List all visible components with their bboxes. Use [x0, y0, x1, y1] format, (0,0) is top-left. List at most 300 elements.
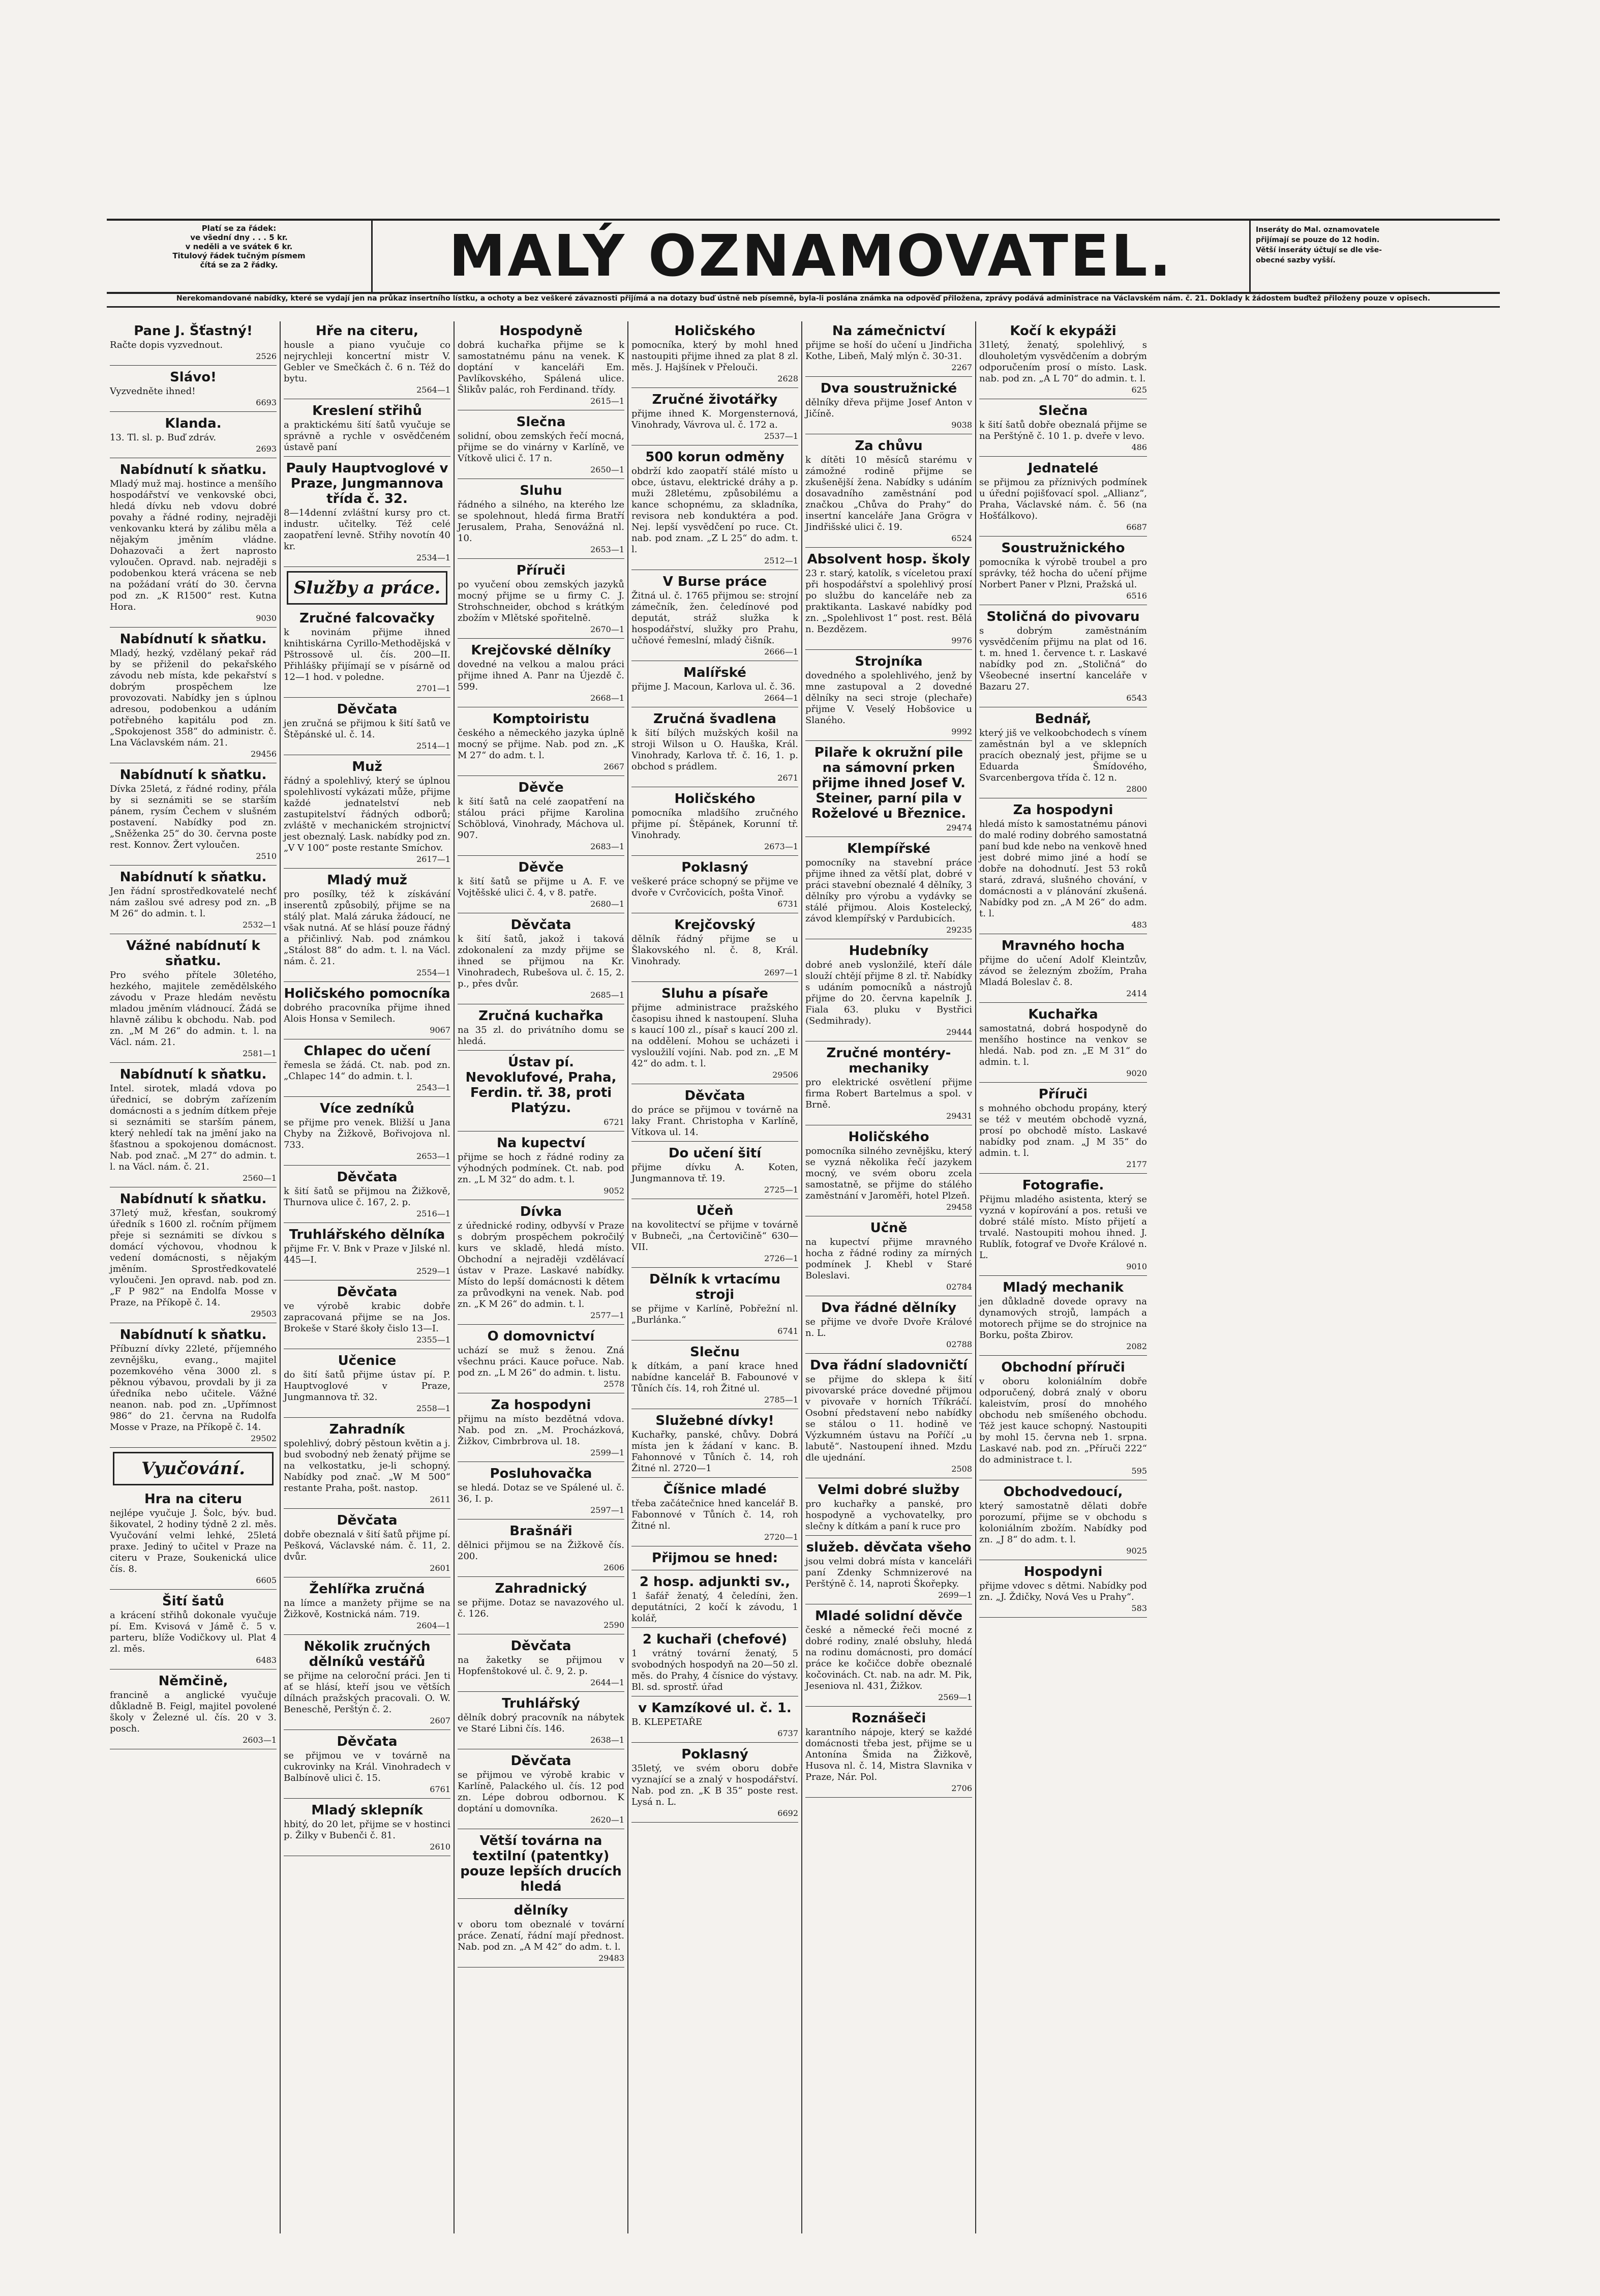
- classified-ad: [284, 1579, 450, 1635]
- ad-title: Nabídnutí k sňatku.: [119, 1067, 267, 1082]
- classified-ad: [284, 1420, 450, 1509]
- ad-code: 9067: [430, 1025, 450, 1035]
- ad-title: Hře na citeru,: [316, 323, 418, 339]
- ad-title: Kuchařka: [1028, 1007, 1098, 1022]
- ad-code: 2670—1: [590, 624, 624, 634]
- classified-ad: [458, 1579, 624, 1634]
- ad-code: 2601: [430, 1563, 450, 1573]
- ad-code: 2653—1: [416, 1151, 450, 1161]
- ad-code: 29503: [251, 1309, 277, 1319]
- ad-body: řádný a spolehlivý, který se úplnou spolehlivostí vykázati může, přijme každé jednatelství neb zastupitelství řádných odborů; zvláště v mechanickém strojnictví jest obeznalý. Lask. nabídky pod zn. „V V 100“ poste restante Smíchov.: [284, 776, 450, 853]
- ad-body: dobré aneb vyslonžilé, kteří dále slouží chtějí přijme 8 zl. tř. Nabídky s udáním pomocníků a nástrojů přijme do 20. června kapelník J. Fiala 63. pluku v Bystřici (Sedmihrady).: [805, 960, 972, 1026]
- classified-ad: [805, 550, 972, 650]
- ad-code: 6524: [951, 533, 972, 543]
- ad-title: Pilaře k okružní pile na sámovní prken přijme ihned Josef V. Steiner, parní pila v Roželové u Březnice.: [811, 745, 967, 821]
- ad-body: třeba začátečnice hned kancelář B. Fabonnové v Tůních č. 14, roh Žitné nl.: [631, 1498, 798, 1531]
- ad-body: pomocníka k výrobě troubel a pro správky, též hocha do učení přijme Norbert Paner v Plzni, Pražská ul.: [979, 557, 1147, 590]
- ad-title: O domovnictví: [487, 1329, 595, 1344]
- ad-body: v oboru tom obeznalé v tovární práce. Zenatí, řádní mají přednost. Nab. pod zn. „A M 42“ do adm. t. l.: [458, 1919, 624, 1952]
- ad-body: dobrá kuchařka přijme se k samostatnému pánu na venek. K doptání v kanceláři Em. Pavlíkovského, Spálená ulice. Šlikův palác, roh Ferdinand. třídy.: [458, 340, 624, 395]
- ad-title: Hospodyni: [1023, 1564, 1103, 1579]
- ad-body: 35letý, ve svém oboru dobře vyznající se a znalý v hospodářství. Nab. pod zn. „K B 35“ poste rest. Lysá n. L.: [631, 1763, 798, 1807]
- classified-ad: [284, 401, 450, 457]
- ad-body: přijme vdovec s dětmi. Nabídky pod zn. „J. Ždičky, Nová Ves u Prahy“.: [979, 1581, 1147, 1602]
- classified-ad: [110, 368, 277, 412]
- ad-body: k dítěti 10 měsíců starému v zámožné rodině přijme se zkušenější žena. Nabídky s udáním dosavadního zaměstnání pod značkou „Chůva do Prahy“ do insertní kanceláře Jana Grögra v Jindřišské ulici č. 19.: [805, 455, 972, 532]
- ad-code: 2560—1: [243, 1173, 277, 1183]
- classified-ad: [284, 871, 450, 982]
- ad-title: Děvčata: [337, 1734, 398, 1749]
- ad-title: Ústav pí. Nevoklufové, Praha, Ferdin. tř. 38, proti Platýzu.: [465, 1055, 617, 1116]
- classified-ad: [458, 1395, 624, 1462]
- ad-code: 2599—1: [590, 1448, 624, 1457]
- ad-code: 2620—1: [590, 1815, 624, 1825]
- ad-code: 2697—1: [764, 968, 798, 977]
- classified-ad: [631, 1698, 798, 1743]
- ad-code: 6687: [1126, 522, 1147, 532]
- ad-title: Poklasný: [681, 1747, 748, 1762]
- ad-body: 1 šafář ženatý, 4 čeledíni, žen. deputátníci, 2 kočí k závodu, 1 kolář,: [631, 1591, 798, 1624]
- classified-ad: [631, 572, 798, 661]
- ad-body: francině a anglické vyučuje důkladně B. Feigl, majitel povolené školy v Železné ul. čís. 20 v 3. posch.: [110, 1690, 277, 1734]
- ad-title: Hudebníky: [849, 943, 929, 959]
- ad-code: 483: [1131, 920, 1147, 930]
- ad-title: Za chůvu: [855, 438, 923, 454]
- classified-ad: [979, 401, 1147, 457]
- ad-title: Dívka: [520, 1204, 562, 1219]
- ad-title: Učenice: [338, 1353, 397, 1368]
- ad-title: Vážné nabídnutí k sňatku.: [126, 938, 260, 969]
- classified-ad: [458, 321, 624, 410]
- ad-code: 29483: [598, 1953, 624, 1963]
- ad-body: solidní, obou zemských řečí mocná, přijme se do vinárny v Karlíně, ve Vítkově ulici č. 17 n.: [458, 431, 624, 464]
- ad-title: Nabídnutí k sňatku.: [119, 462, 267, 478]
- ad-body: pomocníka, který by mohl hned nastoupiti přijme ihned za plat 8 zl. měs. J. Hajšínek v Přelouči.: [631, 340, 798, 373]
- ad-body: Dívka 25letá, z řádné rodiny, přála by si seznámiti se se starším pánem, rysím Čechem v slušném postavení. Nabídky pod zn. „Sněženka 25“ do 30. června poste rest. Konnov. Žert vyloučen.: [110, 784, 277, 850]
- ad-code: 9030: [256, 613, 277, 623]
- ad-code: 2693: [256, 444, 277, 454]
- ad-title: Strojníka: [855, 654, 923, 669]
- ad-title: Větší továrna na textilní (patentky) pouze lepších drucích hledá: [460, 1833, 622, 1894]
- ad-body: Račte dopis vyzvednout.: [110, 340, 223, 350]
- ad-code: 2638—1: [590, 1735, 624, 1745]
- ad-body: českého a německého jazyka úplně mocný se přijme. Nab. pod zn. „K M 27“ do adm. t. l.: [458, 728, 624, 761]
- classified-ad: [979, 1085, 1147, 1174]
- ad-code: 6483: [256, 1655, 277, 1665]
- info-line: Větší inseráty účtují se dle vše-: [1256, 246, 1382, 254]
- classified-ad: [110, 460, 277, 628]
- classified-ad: [284, 757, 450, 869]
- ad-code: 29506: [772, 1070, 798, 1080]
- ad-body: dobrého pracovníka přijme ihned Alois Honsa v Semilech.: [284, 1002, 450, 1024]
- classified-ad: [284, 1351, 450, 1418]
- ad-title: Do učení šití: [668, 1146, 762, 1161]
- ad-code: 2516—1: [416, 1209, 450, 1218]
- ad-title: Děvčata: [510, 917, 571, 933]
- ad-code: 29444: [946, 1027, 972, 1037]
- ad-body: se přijme v Karlíně, Pobřežní nl. „Burlánka.“: [631, 1303, 798, 1325]
- ad-title: Děvčata: [510, 1753, 571, 1769]
- classified-ad: [110, 1592, 277, 1669]
- ad-body: dělník řádný přijme se u Šlakovského nl. č. 8, Král. Vinohrady.: [631, 934, 798, 967]
- ad-title: Malířské: [683, 665, 746, 680]
- ad-column: [976, 321, 1150, 2233]
- classified-ad: [284, 1511, 450, 1577]
- ad-title: Více zedníků: [320, 1101, 414, 1116]
- classified-ad: [979, 459, 1147, 536]
- ad-body: přijme se hoch z řádné rodiny za výhodných podmínek. Ct. nab. pod zn. „L M 32“ do adm. t. l.: [458, 1152, 624, 1185]
- ad-code: 2529—1: [416, 1266, 450, 1276]
- ad-body: se hledá. Dotaz se ve Spálené ul. č. 36, I. p.: [458, 1482, 624, 1504]
- ad-code: 2785—1: [764, 1395, 798, 1405]
- classified-ad: [284, 1168, 450, 1223]
- price-line: čítá se za 2 řádky.: [200, 260, 278, 270]
- ad-title: Dva řádné dělníky: [821, 1300, 957, 1316]
- ad-body: se přijme do sklepa k šití pivovarské práce dovedné přijmou v pivovaře v horních Tříkráčí. Osobní představení nebo nabídky se stálou o 11. hodině ve Výzkumném ústavu na Poříčí „u labutě“. Nastoupení ihned. Mzdu dle ujednání.: [805, 1374, 972, 1463]
- ad-title: Příruči: [516, 563, 566, 578]
- ad-code: 2177: [1126, 1159, 1147, 1169]
- ad-title: Roznášeči: [851, 1711, 926, 1726]
- ad-code: 595: [1131, 1466, 1147, 1476]
- classified-ad: [631, 321, 798, 388]
- ad-body: a praktickému šití šatů vyučuje se správně a rychle v osvědčeném ústavě paní: [284, 420, 450, 453]
- ad-body: Žitná ul. č. 1765 přijmou se: strojní zámečník, žen. čeledínové pod deputát, stráž služka k hospodářství, služky pro Prahu, učňové řemeslní, mladý čišník.: [631, 590, 798, 646]
- ad-code: 2603—1: [243, 1735, 277, 1745]
- ad-title: Truhlářského dělníka: [289, 1227, 445, 1242]
- ad-title: Slečna: [1038, 403, 1088, 419]
- classified-ad: [805, 379, 972, 434]
- ad-body: Příbuzní dívky 22leté, příjemného zevnějšku, evang., majitel pozemkového věna 3000 zl. s pěknou výbavou, provdali by ji za úředníka nebo učitele. Vážné neanon. nab. pod zn. „Upřímnost 986“ do 21. června na Rudolfa Mosse v Praze, na Příkopě č. 14.: [110, 1344, 277, 1433]
- ad-code: 2577—1: [590, 1310, 624, 1320]
- ad-code: 2355—1: [416, 1335, 450, 1345]
- ad-body: jsou velmi dobrá místa v kanceláři paní Zdenky Schmnizerové na Perštýně č. 14, naproti Škořepky.: [805, 1556, 972, 1589]
- ad-code: 2611: [430, 1495, 450, 1504]
- classified-ad: [805, 436, 972, 548]
- ad-title: Za hospodyni: [491, 1397, 591, 1413]
- ad-code: 2683—1: [590, 842, 624, 851]
- classified-ad: [631, 1201, 798, 1268]
- classified-ad: [631, 1270, 798, 1340]
- ad-body: který jiš ve velkoobchodech s vínem zaměstnán byl a ve sklepních pracích obeznalý jest, přijme se u Eduarda Šmídového, Svarcenbergova třída č. 12 n.: [979, 728, 1147, 783]
- classified-ad: [631, 1086, 798, 1142]
- ad-code: 2725—1: [764, 1185, 798, 1195]
- ad-code: 29456: [251, 749, 277, 759]
- ad-title: Dělník k vrtacímu stroji: [649, 1272, 780, 1302]
- ad-code: 9010: [1126, 1262, 1147, 1271]
- ad-title: Nabídnutí k sňatku.: [119, 870, 267, 885]
- classified-ad: [631, 1144, 798, 1199]
- classified-ad: [110, 1672, 277, 1749]
- ad-body: uchází se muž s ženou. Zná všechnu práci. Kauce pořuce. Nab. pod zn. „L M 26“ do admin. t. listu.: [458, 1345, 624, 1378]
- ad-code: 2667: [603, 762, 624, 771]
- ad-title: služeb. děvčata všeho: [806, 1540, 972, 1555]
- classified-ad: [284, 1099, 450, 1166]
- ad-code: 2267: [951, 363, 972, 372]
- classified-ad: [458, 1694, 624, 1749]
- classified-ad: [979, 800, 1147, 934]
- ad-body: přijme do učení Adolf Kleintzův, závod se železným zbožím, Praha Mladá Boleslav č. 8.: [979, 955, 1147, 988]
- ad-body: přijme ihned K. Morgensternová, Vinohrady, Vávrova ul. č. 172 a.: [631, 408, 798, 430]
- ad-title: Za hospodyni: [1013, 802, 1113, 818]
- ad-code: 2671: [777, 773, 798, 783]
- ad-title: Mladý muž: [327, 873, 407, 888]
- ad-title: Služebné dívky!: [655, 1413, 774, 1428]
- classified-ad: [458, 1464, 624, 1519]
- classified-ad: [458, 1901, 624, 1967]
- ad-code: 2526: [256, 351, 277, 361]
- classified-ad: [284, 984, 450, 1039]
- ad-title: Zručné falcovačky: [299, 611, 435, 626]
- ad-code: 6721: [603, 1117, 624, 1127]
- ad-code: 6516: [1126, 591, 1147, 601]
- ad-body: přijme J. Macoun, Karlova ul. č. 36.: [631, 681, 795, 692]
- ad-body: dělnici přijmou se na Žižkově čís. 200.: [458, 1540, 624, 1562]
- classified-ad: [805, 1218, 972, 1296]
- ad-body: v oboru koloniálním dobře odporučený, dobrá znalý v oboru kaleistvím, prosí do mnohého obchodu neb smíšeného obchodu. Též jest kauce schopný. Nastoupiti by mohl 15. června neb 1. srpna. Laskavé nab. pod zn. „Příruči 222“ do administrace t. l.: [979, 1376, 1147, 1465]
- ad-body: pro posílky, též k získávání inserentů způsobilý, přijme se na stálý plat. Malá záruka žádoucí, ne však nutná. Ať se hlásí pouze řádný a přičinlivý. Nab. pod známkou „Stálost 88“ do adm. t. l. na Václ. nám. č. 21.: [284, 889, 450, 967]
- classified-ad: [458, 915, 624, 1004]
- ad-title: Mladý mechanik: [1003, 1280, 1124, 1295]
- classified-ad: [979, 1562, 1147, 1618]
- ad-code: 2514—1: [416, 741, 450, 751]
- classified-ad: [979, 1176, 1147, 1276]
- classified-ad: [631, 858, 798, 913]
- classified-ad: [458, 858, 624, 913]
- ad-title: Klempířské: [847, 841, 930, 856]
- ad-code: 2673—1: [764, 842, 798, 851]
- ad-title: Pane J. Šťastný!: [134, 323, 253, 339]
- ad-body: se přijme pro venek. Bližší u Jana Chyby na Žižkově, Bořivojova nl. 733.: [284, 1117, 450, 1150]
- ad-body: s dobrým zaměstnáním vysvědčením přijmu na plat od 16. t. m. hned 1. července t. r. Laskavé nabídky pod zn. „Stoličná“ do Všeobecné insertní kanceláře v Bazaru 27.: [979, 625, 1147, 692]
- ad-code: 2653—1: [590, 545, 624, 554]
- classified-ad: [631, 1745, 798, 1823]
- classified-ad: [979, 709, 1147, 798]
- classified-ad: [458, 778, 624, 856]
- ad-body: Mladý muž maj. hostince a menšího hospodářství ve venkovské obci, hledá dívku neb vdovu dobré povahy a řádné rodiny, nejraději venkovanku která by zálibu měla a nějakým jměním vládne. Dohazovači a žert naprosto vyloučen. Opravd. nab. nejraději s podobenkou která vrácena se neb na požádaní vrátí do 30. června pod zn. „K R1500“ rest. Kutna Hora.: [110, 479, 277, 612]
- ad-body: na kovolitectví se přijme v továrně v Bubneči, „na Čertovičině“ 630—VII.: [631, 1219, 798, 1253]
- ad-body: přijmu na místo bezdětná vdova. Nab. pod zn. „M. Procházková, Žižkov, Cimbrbrova ul. 18.: [458, 1414, 624, 1447]
- ad-body: který samostatně dělati dobře porozumí, přijme se v obchodu s koloniálním zbožím. Nabídky pod zn. „J 8“ do adm. t. l.: [979, 1501, 1147, 1545]
- classified-ad: [631, 390, 798, 445]
- price-line: v neděli a ve svátek 6 kr.: [185, 242, 293, 251]
- ad-code: 2604—1: [416, 1621, 450, 1630]
- ad-title: Krejčovský: [674, 917, 756, 933]
- ad-title: Děvčata: [510, 1638, 571, 1654]
- ad-code: 625: [1131, 385, 1147, 395]
- ad-body: B. KLEPETAŘE: [631, 1717, 703, 1727]
- classified-ad: [805, 652, 972, 741]
- ad-title: Přijmou se hned:: [651, 1550, 778, 1566]
- ad-title: Dva soustružnické: [820, 381, 957, 396]
- ad-title: Obchodvedoucí,: [1003, 1484, 1123, 1500]
- classified-ad: [979, 607, 1147, 707]
- ad-body: se přijme. Dotaz se navazového ul. č. 126.: [458, 1597, 624, 1619]
- classified-ad: [458, 481, 624, 559]
- ad-title: Zručná kuchařka: [478, 1008, 603, 1024]
- ad-title: Dva řádní sladovničtí: [809, 1358, 968, 1373]
- ad-code: 2510: [256, 851, 277, 861]
- section-heading: Vyučování.: [113, 1452, 274, 1485]
- ad-body: 8—14denní zvláštní kursy pro ct. industr. učitelky. Též celé zaopatření levně. Střihy novotín 40 kr.: [284, 508, 450, 552]
- info-box: [1251, 221, 1500, 292]
- classified-ad: [805, 1356, 972, 1478]
- classified-ad: [805, 839, 972, 939]
- ad-body: české a německé řeči mocné z dobré rodiny, znalé obsluhy, hledá na rodinu domácnosti, pro domácí práce ke kočičce dobře obeznalé kočovinách. Ct. nab. na adr. M. Pik, Jeseniova nl. 431, Žižkov.: [805, 1625, 972, 1691]
- ad-body: ve výrobě krabic dobře zapracovaná přijme se na Jos. Brokeše v Staré škoły čislo 13—I.: [284, 1301, 450, 1334]
- ad-title: dělníky: [514, 1903, 568, 1918]
- ad-title: Velmi dobré služby: [818, 1482, 960, 1498]
- ad-code: 6543: [1126, 693, 1147, 703]
- ad-title: Mladé solidní děvče: [814, 1608, 963, 1624]
- ad-code: 9038: [951, 420, 972, 430]
- ad-code: 9025: [1126, 1546, 1147, 1556]
- ad-title: V Burse práce: [662, 574, 767, 589]
- ad-body: dělník dobrý pracovník na nábytek ve Staré Libni čís. 146.: [458, 1712, 624, 1734]
- ad-body: na límce a manžety přijme se na Žižkově, Kostnická nám. 719.: [284, 1598, 450, 1620]
- ad-body: nejlépe vyučuje J. Šolc, býv. bud. šikovatel, 2 hodiny týdně 2 zl. měs. Vyučování velmi lehké, 25letá praxe. Jediný to učitel v Praze na citeru v Praze, Soukenická ulice čís. 8.: [110, 1508, 277, 1574]
- ad-title: Mladý sklepník: [311, 1803, 423, 1818]
- ad-title: Mravného hocha: [1001, 938, 1125, 953]
- ad-title: v Kamzíkové ul. č. 1.: [638, 1701, 792, 1716]
- classified-ad: [458, 1006, 624, 1051]
- ad-title: Zručná švadlena: [653, 711, 776, 727]
- price-box: [107, 221, 373, 292]
- ad-title: 2 hosp. adjunkti sv.,: [639, 1574, 791, 1590]
- ad-code: 2701—1: [416, 683, 450, 693]
- ad-body: dovedné na velkou a malou práci přijme ihned A. Panr na Újezdě č. 599.: [458, 659, 624, 692]
- ad-body: přijme administrace pražského časopisu ihned k nastoupení. Sluha s kaucí 100 zl., písař s kaucí 200 zl. na oddělení. Mohou se ucházeti i vysloužilí vojíni. Nab. pod zn. „E M 42“ do adm. t. l.: [631, 1002, 798, 1069]
- info-line: obecné sazby vyšší.: [1256, 256, 1336, 264]
- ad-body: 37letý muž, křesťan, soukromý úředník s 1600 zl. ročním příjmem přeje si seznámiti se dívkou s domácí výchovou, vhodnou k vedení domácnosti, s nějakým jměním. Sprostředkovatelé vyloučeni. Jen opravd. nab. pod zn. „F P 982“ na Endolfa Mosse v Praze, na Příkopě č. 14.: [110, 1208, 277, 1308]
- ad-body: spolehlivý, dobrý pěstoun květin a j. bud svobodný neb ženatý přijme se na velkostatku, je-li schopný. Nabídky pod znač. „W M 500“ restante Praha, pošt. nastop.: [284, 1438, 450, 1494]
- ad-title: Holičského: [674, 791, 756, 807]
- ad-title: Poklasný: [681, 860, 748, 875]
- ad-body: jen důkladně dovede opravy na dynamových strojů, lampách a motorech přijme se do strojnice na Borku, pošta Zbirov.: [979, 1296, 1147, 1340]
- ad-title: Nabídnutí k sňatku.: [119, 1191, 267, 1207]
- ad-title: Pauly Hauptvoglové v Praze, Jungmannova třída č. 32.: [286, 461, 448, 506]
- classified-ad: [805, 1709, 972, 1798]
- ad-body: s mohného obchodu propány, který se též v meutém obchodě vyzná, prosí po obchodě místo. Laskavé nabídky pod znam. „J M 35“ do admin. t. l.: [979, 1103, 1147, 1158]
- ad-title: Hra na citeru: [144, 1492, 242, 1507]
- ad-body: Jen řádní sprostředkovatelé nechť nám zašlou své adresy pod zn. „B M 26“ do admin. t. l.: [110, 886, 277, 919]
- ad-title: Kočí k ekypáži: [1010, 323, 1116, 339]
- classified-ad: [284, 459, 450, 567]
- classified-ad: [631, 1480, 798, 1546]
- ad-body: k šití šatů se přijme u A. F. ve Vojtěšské ulici č. 4, v 8. patře.: [458, 876, 624, 898]
- classified-ad: [631, 789, 798, 856]
- ad-body: po vyučení obou zemských jazyků mocný přijme se u firmy C. J. Strohschneider, obchod s krátkým zbožím v Mlětské spořitelně.: [458, 579, 624, 623]
- classified-ad: [631, 663, 798, 707]
- ad-body: řemesla se žádá. Ct. nab. pod zn. „Chlapec 14“ do admin. t. l.: [284, 1060, 450, 1082]
- ad-body: řádného a silného, na kterého lze se spolehnout, hledá firma Bratří Jerusalem, Praha, Senovážná nl. 10.: [458, 499, 624, 544]
- ad-title: Krejčovské dělníky: [471, 643, 611, 658]
- ad-code: 2650—1: [590, 465, 624, 474]
- ad-title: Číšnice mladé: [663, 1482, 767, 1497]
- ad-body: pomocníka mladšího zručného přijme pí. Štěpánek, Korunní tř. Vinohrady.: [631, 808, 798, 841]
- ad-title: Slávo!: [170, 370, 217, 385]
- classified-ad: [631, 984, 798, 1084]
- ad-title: Posluhovačka: [490, 1466, 592, 1481]
- ad-body: Vyzvedněte ihned!: [110, 386, 196, 397]
- ad-title: Děvčata: [337, 1170, 398, 1185]
- classified-ad: [805, 1127, 972, 1216]
- classified-ad: [631, 915, 798, 982]
- ad-title: Učeň: [696, 1203, 734, 1218]
- ad-title: Nabídnutí k sňatku.: [119, 1327, 267, 1343]
- classified-ad: [110, 936, 277, 1063]
- ad-body: k šití šatů dobře obeznalá přijme se na Perštýně č. 10 1. p. dveře v levo.: [979, 420, 1147, 441]
- classified-ad: [284, 1041, 450, 1097]
- ad-title: Holičského pomocníka: [284, 986, 450, 1001]
- ad-code: 02788: [946, 1339, 972, 1349]
- ad-title: Stoličná do pivovaru: [986, 609, 1140, 624]
- ad-title: Děvče: [518, 780, 564, 795]
- ad-title: Němčině,: [158, 1674, 228, 1689]
- ad-body: k šití šatů na celé zaopatření na stálou práci přijme Karolina Schöblová, Vinohrady, Máchova ul. 907.: [458, 796, 624, 841]
- notice-line: Nerekomandované nabídky, které se vydají jen na průkaz insertního lístku, a ochoty a bez veškeré závaznosti přijímá a na dotazy buď ústně neb písemně, byla-li poslána známka na odpověď přiložena, zprávy podává administrace na Václavském nám. č. 21. Doklady k žádostem buďtež přiloženy pouze v opisech.: [107, 294, 1500, 308]
- ad-title: Na kupectví: [496, 1136, 586, 1151]
- classified-ad: [631, 1572, 798, 1628]
- ad-body: dělníky dřeva přijme Josef Anton v Jičíně.: [805, 397, 972, 419]
- classified-ad: [458, 1636, 624, 1692]
- ad-code: 29502: [251, 1434, 277, 1443]
- ad-title: 500 korun odměny: [645, 450, 784, 465]
- classified-ad: [631, 709, 798, 787]
- ad-code: 2512—1: [764, 556, 798, 565]
- ad-code: 2508: [951, 1464, 972, 1474]
- ad-code: 2543—1: [416, 1083, 450, 1092]
- info-line: přijímají se pouze do 12 hodin.: [1256, 236, 1380, 244]
- ad-code: 29474: [946, 823, 972, 832]
- ad-code: 6737: [777, 1728, 798, 1738]
- ad-title: Zručné montéry-mechaniky: [826, 1046, 951, 1076]
- masthead: [107, 219, 1500, 294]
- ad-code: 2532—1: [243, 920, 277, 930]
- classified-ad: [110, 1189, 277, 1323]
- ad-code: 02784: [946, 1282, 972, 1292]
- ad-title: Klanda.: [165, 416, 222, 431]
- ad-title: Děvčata: [337, 702, 398, 717]
- ad-body: obdrží kdo zaopatří stálé místo u obce, ústavu, elektrické dráhy a p. muži 28letému, způsobilému a kance schopnému, za skladníka, revisora neb konduktéra a pod. Nej. lepší vysvědčení po ruce. Ct. nab. pod znam. „Z L 25“ do adm. t. l.: [631, 466, 798, 555]
- ad-code: 6761: [430, 1784, 450, 1794]
- ad-code: 9052: [603, 1186, 624, 1196]
- ad-code: 9020: [1126, 1068, 1147, 1078]
- ad-code: 2610: [430, 1842, 450, 1852]
- ad-code: 2578: [603, 1379, 624, 1389]
- ad-code: 6741: [777, 1326, 798, 1336]
- ad-title: Několik zručných dělníků vestářů: [304, 1639, 431, 1669]
- ad-title: Nabídnutí k sňatku.: [119, 767, 267, 783]
- ad-column: [107, 321, 281, 2233]
- price-line: ve všední dny . . . 5 kr.: [190, 233, 288, 242]
- ad-code: 2666—1: [764, 647, 798, 657]
- ad-body: pro elektrické osvětlení přijme firma Robert Bartelmus a spol. v Brně.: [805, 1077, 972, 1110]
- ad-code: 6692: [777, 1808, 798, 1818]
- classified-ad: [631, 1411, 798, 1478]
- classified-ad: [458, 1134, 624, 1200]
- ad-title: Bednář,: [1035, 711, 1092, 727]
- ad-code: 2664—1: [764, 693, 798, 703]
- info-line: Inseráty do Mal. oznamovatele: [1256, 226, 1380, 234]
- ad-code: 2726—1: [764, 1254, 798, 1263]
- classified-ad: [805, 1538, 972, 1604]
- ad-title: Hospodyně: [499, 323, 583, 339]
- classified-ad: [110, 414, 277, 458]
- ad-code: 2569—1: [938, 1692, 972, 1702]
- classified-ad: [110, 1065, 277, 1187]
- classified-ad: [805, 1043, 972, 1125]
- ad-code: 2537—1: [764, 431, 798, 441]
